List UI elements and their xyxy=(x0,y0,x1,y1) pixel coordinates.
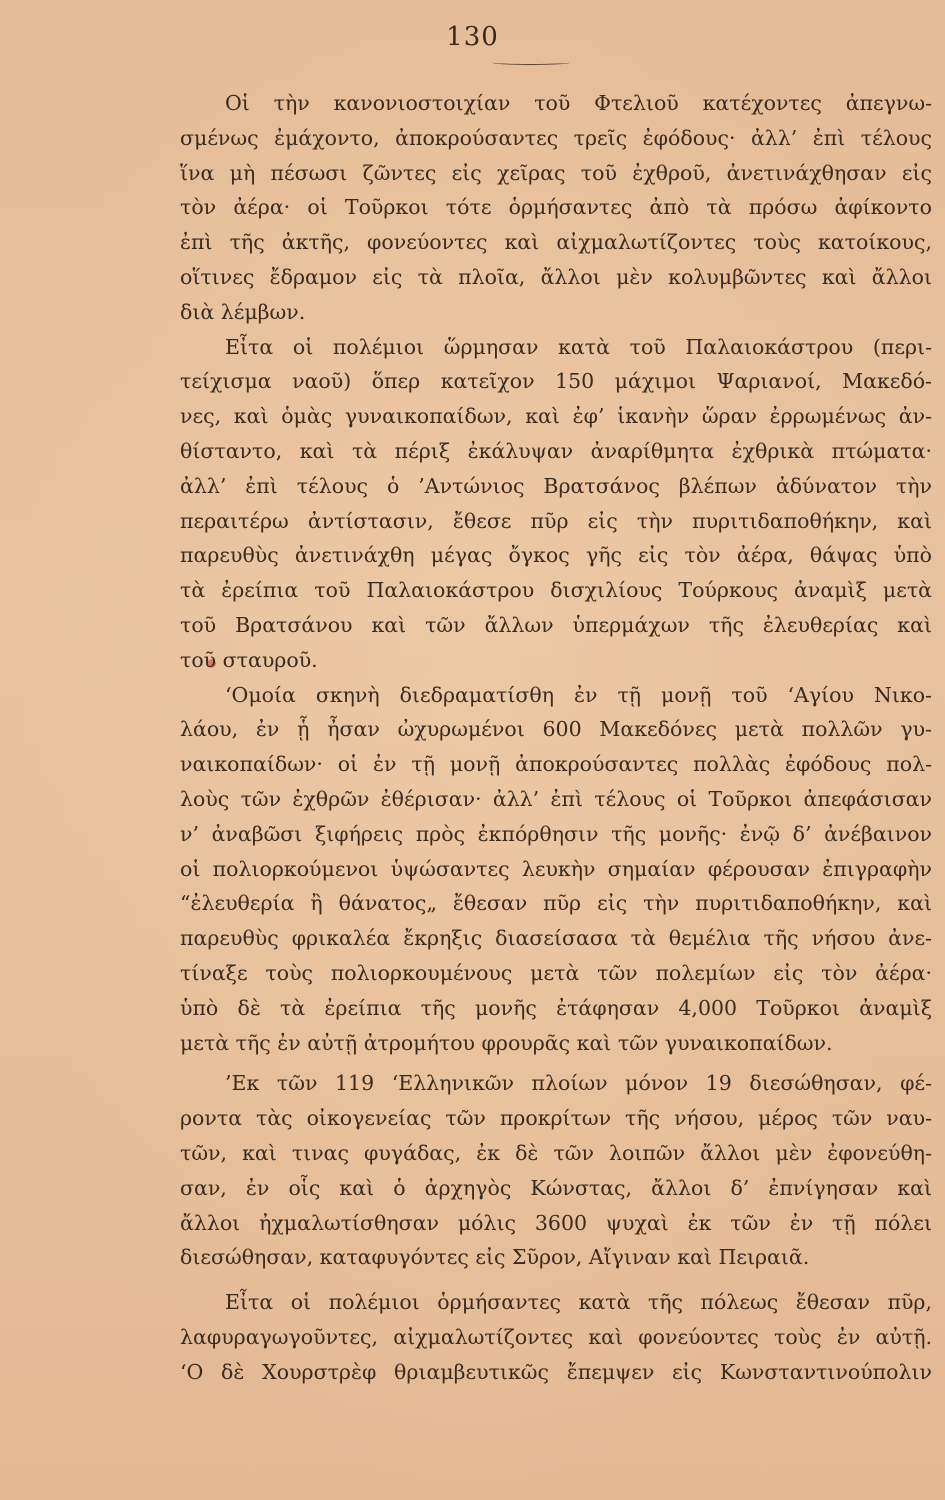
text-line: Εἶτα οἱ πολέμιοι ὥρμησαν κατὰ τοῦ Παλαιοκάστρου (περι- xyxy=(225,334,932,359)
text-line: “ἐλευθερία ἢ θάνατος„ ἔθεσαν πῦρ εἰς τὴν πυριτιδαποθήκην, καὶ xyxy=(180,891,932,916)
paragraph xyxy=(180,1285,932,1389)
text-line: διὰ λέμβων. xyxy=(180,299,306,324)
text-line: Εἶτα οἱ πολέμιοι ὁρμήσαντες κατὰ τῆς πόλεως ἔθεσαν πῦρ, xyxy=(225,1290,932,1315)
text-line: τῶν, καὶ τινας φυγάδας, ἐκ δὲ τῶν λοιπῶν ἄλλοι μὲν ἐφονεύθη- xyxy=(180,1140,932,1165)
text-line: λάου, ἐν ᾗ ἦσαν ὠχυρωμένοι 600 Μακεδόνες μετὰ πολλῶν γυ- xyxy=(180,717,932,742)
text-line: τίναξε τοὺς πολιορκουμένους μετὰ τῶν πολεμίων εἰς τὸν ἀέρα· xyxy=(180,960,932,985)
text-line: ναικοπαίδων· οἱ ἐν τῇ μονῇ ἀποκρούσαντες πολλὰς ἐφόδους πολ- xyxy=(180,752,932,777)
text-line: νες, καὶ ὁμὰς γυναικοπαίδων, καὶ ἐφ’ ἱκανὴν ὥραν ἐρρωμένως ἀν- xyxy=(180,404,932,429)
paragraph xyxy=(180,330,932,678)
paragraph xyxy=(180,678,932,1061)
paragraph xyxy=(180,1066,932,1275)
text-line: τοῦ σταυροῦ. xyxy=(180,647,318,672)
text-line: οἱ πολιορκούμενοι ὑψώσαντες λευκὴν σημαίαν φέρουσαν ἐπιγραφὴν xyxy=(180,856,932,881)
text-line: περαιτέρω ἀντίστασιν, ἔθεσε πῦρ εἰς τὴν πυριτιδαποθήκην, καὶ xyxy=(180,508,932,533)
text-line: ‘Ομοία σκηνὴ διεδραματίσθη ἐν τῇ μονῇ τοῦ ‘Αγίου Νικο- xyxy=(225,682,932,707)
body-text xyxy=(180,86,932,1389)
text-line: τὰ ἐρείπια τοῦ Παλαιοκάστρου δισχιλίους Τούρκους ἀναμὶξ μετὰ xyxy=(180,578,932,603)
text-line: ροντα τὰς οἰκογενείας τῶν προκρίτων τῆς νήσου, μέρος τῶν ναυ- xyxy=(180,1106,932,1131)
text-line: τὸν ἀέρα· οἱ Τοῦρκοι τότε ὁρμήσαντες ἀπὸ τὰ πρόσω ἀφίκοντο xyxy=(180,195,932,220)
text-line: ἀλλ’ ἐπὶ τέλους ὁ ’Αντώνιος Βρατσάνος βλέπων ἀδύνατον τὴν xyxy=(180,473,932,498)
text-line: ὑπὸ δὲ τὰ ἐρείπια τῆς μονῆς ἐτάφησαν 4,000 Τοῦρκοι ἀναμὶξ xyxy=(180,995,932,1020)
ornamental-rule xyxy=(492,60,570,65)
text-line: ν’ ἀναβῶσι ξιφήρεις πρὸς ἐκπόρθησιν τῆς μονῆς· ἐνῷ δ’ ἀνέβαινον xyxy=(180,821,932,846)
text-line: παρευθὺς φρικαλέα ἔκρηξις διασείσασα τὰ θεμέλια τῆς νήσου ἀνε- xyxy=(180,926,932,951)
text-line: ‘Ο δὲ Χουρστρὲφ θριαμβευτικῶς ἔπεμψεν εἰς Κωνσταντινούπολιν xyxy=(180,1359,932,1384)
text-line: σαν, ἐν οἷς καὶ ὁ ἀρχηγὸς Κώνστας, ἄλλοι δ’ ἐπνίγησαν καὶ xyxy=(180,1175,932,1200)
text-line: ἐπὶ τῆς ἀκτῆς, φονεύοντες καὶ αἰχμαλωτίζοντες τοὺς κατοίκους, xyxy=(180,230,932,255)
text-line: θίσταντο, καὶ τὰ πέριξ ἐκάλυψαν ἀναρίθμητα ἐχθρικὰ πτώματα· xyxy=(180,438,932,463)
page-number: 130 xyxy=(446,22,499,52)
text-line: παρευθὺς ἀνετινάχθη μέγας ὄγκος γῆς εἰς τὸν ἀέρα, θάψας ὑπὸ xyxy=(180,543,932,568)
text-line: ἄλλοι ἠχμαλωτίσθησαν μόλις 3600 ψυχαὶ ἐκ τῶν ἐν τῇ πόλει xyxy=(180,1210,932,1235)
text-line: λαφυραγωγοῦντες, αἰχμαλωτίζοντες καὶ φονεύοντες τοὺς ἐν αὐτῇ. xyxy=(180,1324,932,1349)
text-line: σμένως ἐμάχοντο, ἀποκρούσαντες τρεῖς ἐφόδους· ἀλλ’ ἐπὶ τέλους xyxy=(180,125,932,150)
paragraph xyxy=(180,86,932,330)
text-line: διεσώθησαν, καταφυγόντες εἰς Σῦρον, Αἴγιναν καὶ Πειραιᾶ. xyxy=(180,1245,810,1270)
text-line: ’Εκ τῶν 119 ‘Ελληνικῶν πλοίων μόνον 19 διεσώθησαν, φέ- xyxy=(225,1071,932,1096)
text-line: οἵτινες ἔδραμον εἰς τὰ πλοῖα, ἄλλοι μὲν κολυμβῶντες καὶ ἄλλοι xyxy=(180,264,932,289)
text-line: ἵνα μὴ πέσωσι ζῶντες εἰς χεῖρας τοῦ ἐχθροῦ, ἀνετινάχθησαν εἰς xyxy=(180,160,932,185)
text-line: λοὺς τῶν ἐχθρῶν ἐθέρισαν· ἀλλ’ ἐπὶ τέλους οἱ Τοῦρκοι ἀπεφάσισαν xyxy=(180,786,932,811)
text-line: μετὰ τῆς ἐν αὐτῇ ἀτρομήτου φρουρᾶς καὶ τῶν γυναικοπαίδων. xyxy=(180,1030,833,1055)
text-line: τείχισμα ναοῦ) ὅπερ κατεῖχον 150 μάχιμοι Ψαριανοί, Μακεδό- xyxy=(180,369,932,394)
text-line: τοῦ Βρατσάνου καὶ τῶν ἄλλων ὑπερμάχων τῆς ἐλευθερίας καὶ xyxy=(180,612,932,637)
text-line: Οἱ τὴν κανονιοστοιχίαν τοῦ Φτελιοῦ κατέχοντες ἀπεγνω- xyxy=(225,91,932,115)
